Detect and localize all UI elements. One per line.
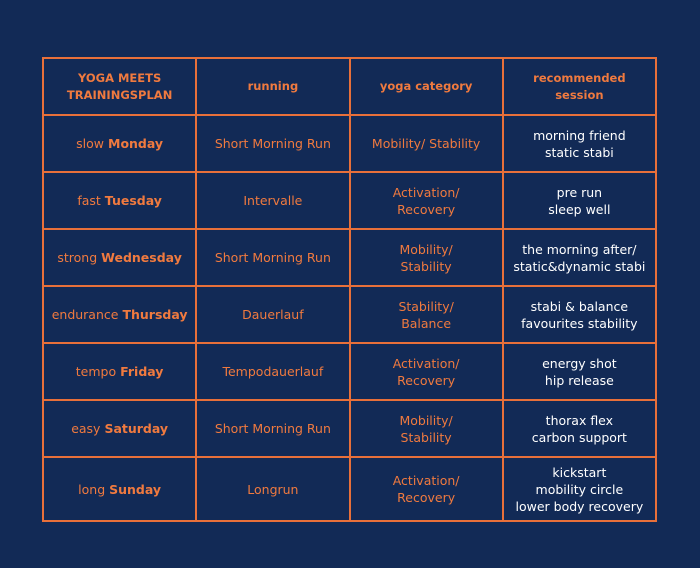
day-cell [43,286,196,343]
day-name: Sunday [109,481,162,497]
session-cell: kickstart mobility circle lower body recovery [503,457,656,521]
running-cell: Longrun [196,457,349,521]
day-name: Thursday [122,307,188,322]
running-cell: Short Morning Run [196,229,349,286]
day-name: Saturday [104,421,169,436]
day-cell [43,172,196,229]
day-name: Friday [120,364,164,379]
session-cell: thorax flex carbon support [503,400,656,457]
day-prefix: slow [76,136,105,151]
yoga-category-cell: Mobility/ Stability [350,400,503,457]
yoga-category-cell: Mobility/ Stability [350,229,503,286]
header-title: YOGA MEETS TRAININGSPLAN [43,58,196,115]
day-prefix: easy [71,421,101,436]
header-row [43,58,656,115]
yoga-category-cell: Mobility/ Stability [350,115,503,172]
day-cell [43,457,196,521]
session-cell: energy shot hip release [503,343,656,400]
yoga-category-cell: Activation/ Recovery [350,457,503,521]
day-name: Tuesday [104,193,162,208]
running-cell: Short Morning Run [196,115,349,172]
day-cell [43,343,196,400]
day-cell [43,115,196,172]
yoga-category-cell: Activation/ Recovery [350,343,503,400]
header-running: running [196,58,349,115]
table-row [43,115,656,172]
table-row [43,286,656,343]
day-prefix: strong [57,250,98,265]
day-name: Wednesday [101,250,182,265]
running-cell: Tempodauerlauf [196,343,349,400]
session-cell: morning friend static stabi [503,115,656,172]
day-prefix: endurance [51,307,119,322]
table-row [43,343,656,400]
yoga-category-cell: Stability/ Balance [350,286,503,343]
day-prefix: tempo [75,364,117,379]
table-row [43,400,656,457]
header-yoga-category: yoga category [350,58,503,115]
running-cell: Intervalle [196,172,349,229]
running-cell: Short Morning Run [196,400,349,457]
table-row [43,229,656,286]
day-prefix: long [78,481,106,497]
table-row [43,172,656,229]
yoga-category-cell: Activation/ Recovery [350,172,503,229]
day-prefix: fast [77,193,101,208]
day-name: Monday [108,136,164,151]
session-cell: stabi & balance favourites stability [503,286,656,343]
training-plan-table [42,57,657,522]
session-cell: the morning after/ static&dynamic stabi [503,229,656,286]
day-cell [43,229,196,286]
day-cell [43,400,196,457]
session-cell: pre run sleep well [503,172,656,229]
running-cell: Dauerlauf [196,286,349,343]
table-row [43,457,656,521]
header-recommended-session: recommended session [503,58,656,115]
